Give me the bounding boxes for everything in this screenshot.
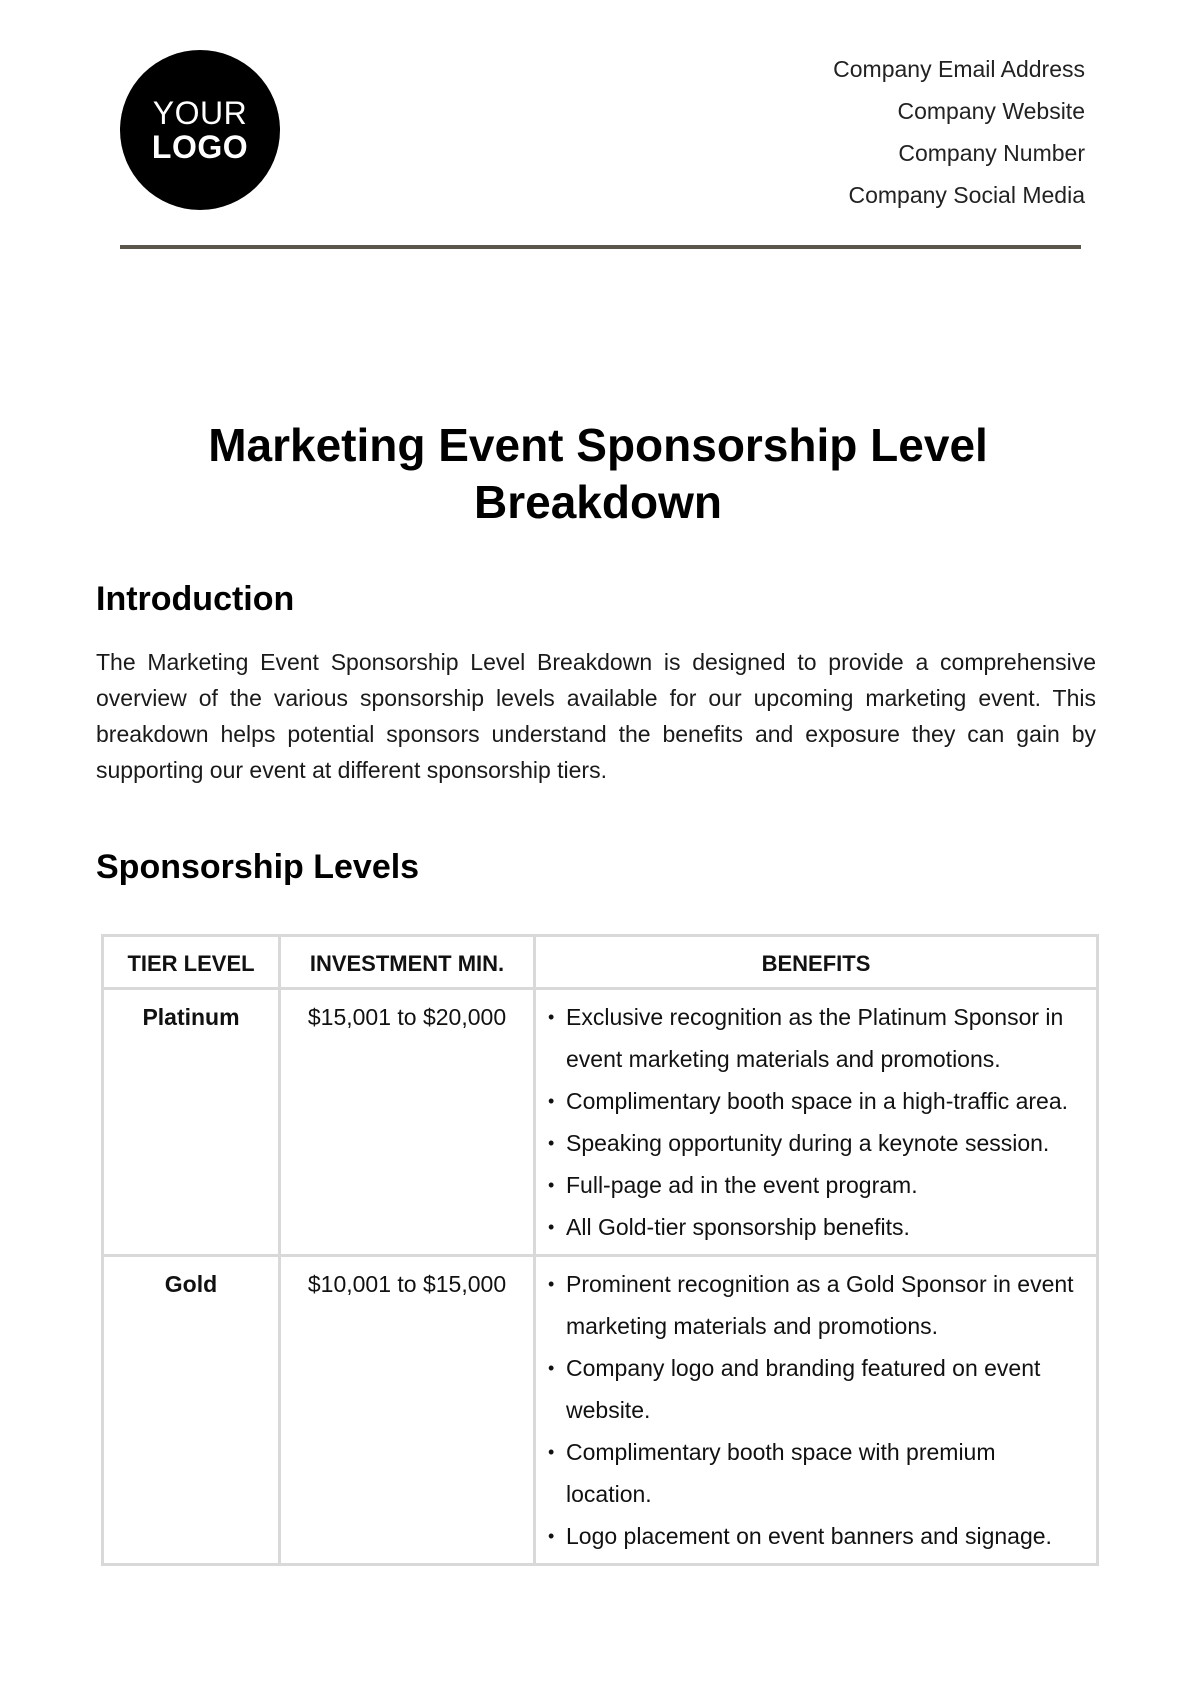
sponsorship-levels-heading: Sponsorship Levels [96, 848, 420, 886]
header-divider [120, 245, 1081, 249]
investment-cell: $15,001 to $20,000 [280, 989, 535, 1256]
benefits-cell [535, 1256, 1098, 1565]
tier-cell: Gold [103, 1256, 280, 1565]
table-row-gold [103, 1256, 1098, 1565]
table-row-platinum [103, 989, 1098, 1256]
benefits-list [546, 1263, 1086, 1557]
document-title [96, 417, 1100, 531]
benefit-item: • Prominent recognition as a Gold Sponsor in event marketing materials and promotions. [546, 1263, 1086, 1347]
benefit-item: • Company logo and branding featured on event website. [546, 1347, 1086, 1431]
company-logo [120, 50, 280, 210]
benefit-item: • Exclusive recognition as the Platinum Sponsor in event marketing materials and promotions. [546, 996, 1086, 1080]
introduction-paragraph: The Marketing Event Sponsorship Level Breakdown is designed to provide a comprehensive overview of the various sponsorship levels available for our upcoming marketing event. This breakdown helps potential sponsors understand the benefits and exposure they can gain by supporting our event at different sponsorship tiers. [96, 649, 1096, 783]
logo-text-line2: LOGO [151, 129, 249, 165]
benefits-list [546, 996, 1086, 1248]
introduction-heading: Introduction [96, 580, 295, 618]
company-social-media: Company Social Media [848, 182, 1085, 208]
company-contact-block [833, 48, 1085, 216]
company-website: Company Website [897, 98, 1085, 124]
company-email: Company Email Address [833, 56, 1085, 82]
document-title-line2: Breakdown [474, 476, 722, 528]
table-header-row [103, 936, 1098, 989]
benefit-item: • Complimentary booth space with premium location. [546, 1431, 1086, 1515]
tier-cell: Platinum [103, 989, 280, 1256]
investment-cell: $10,001 to $15,000 [280, 1256, 535, 1565]
benefit-item: • All Gold-tier sponsorship benefits. [546, 1206, 1086, 1248]
logo-text-line1: YOUR [152, 95, 248, 131]
column-header-investment-min: INVESTMENT MIN. [280, 936, 535, 989]
benefit-item: • Full-page ad in the event program. [546, 1164, 1086, 1206]
benefit-item: • Complimentary booth space in a high-traffic area. [546, 1080, 1086, 1122]
column-header-benefits: BENEFITS [535, 936, 1098, 989]
document-title-line1: Marketing Event Sponsorship Level [208, 419, 988, 471]
sponsorship-levels-table [101, 934, 1099, 1566]
column-header-tier-level: TIER LEVEL [103, 936, 280, 989]
benefit-item: • Speaking opportunity during a keynote session. [546, 1122, 1086, 1164]
benefits-cell [535, 989, 1098, 1256]
benefit-item: • Logo placement on event banners and signage. [546, 1515, 1086, 1557]
company-number: Company Number [898, 140, 1085, 166]
